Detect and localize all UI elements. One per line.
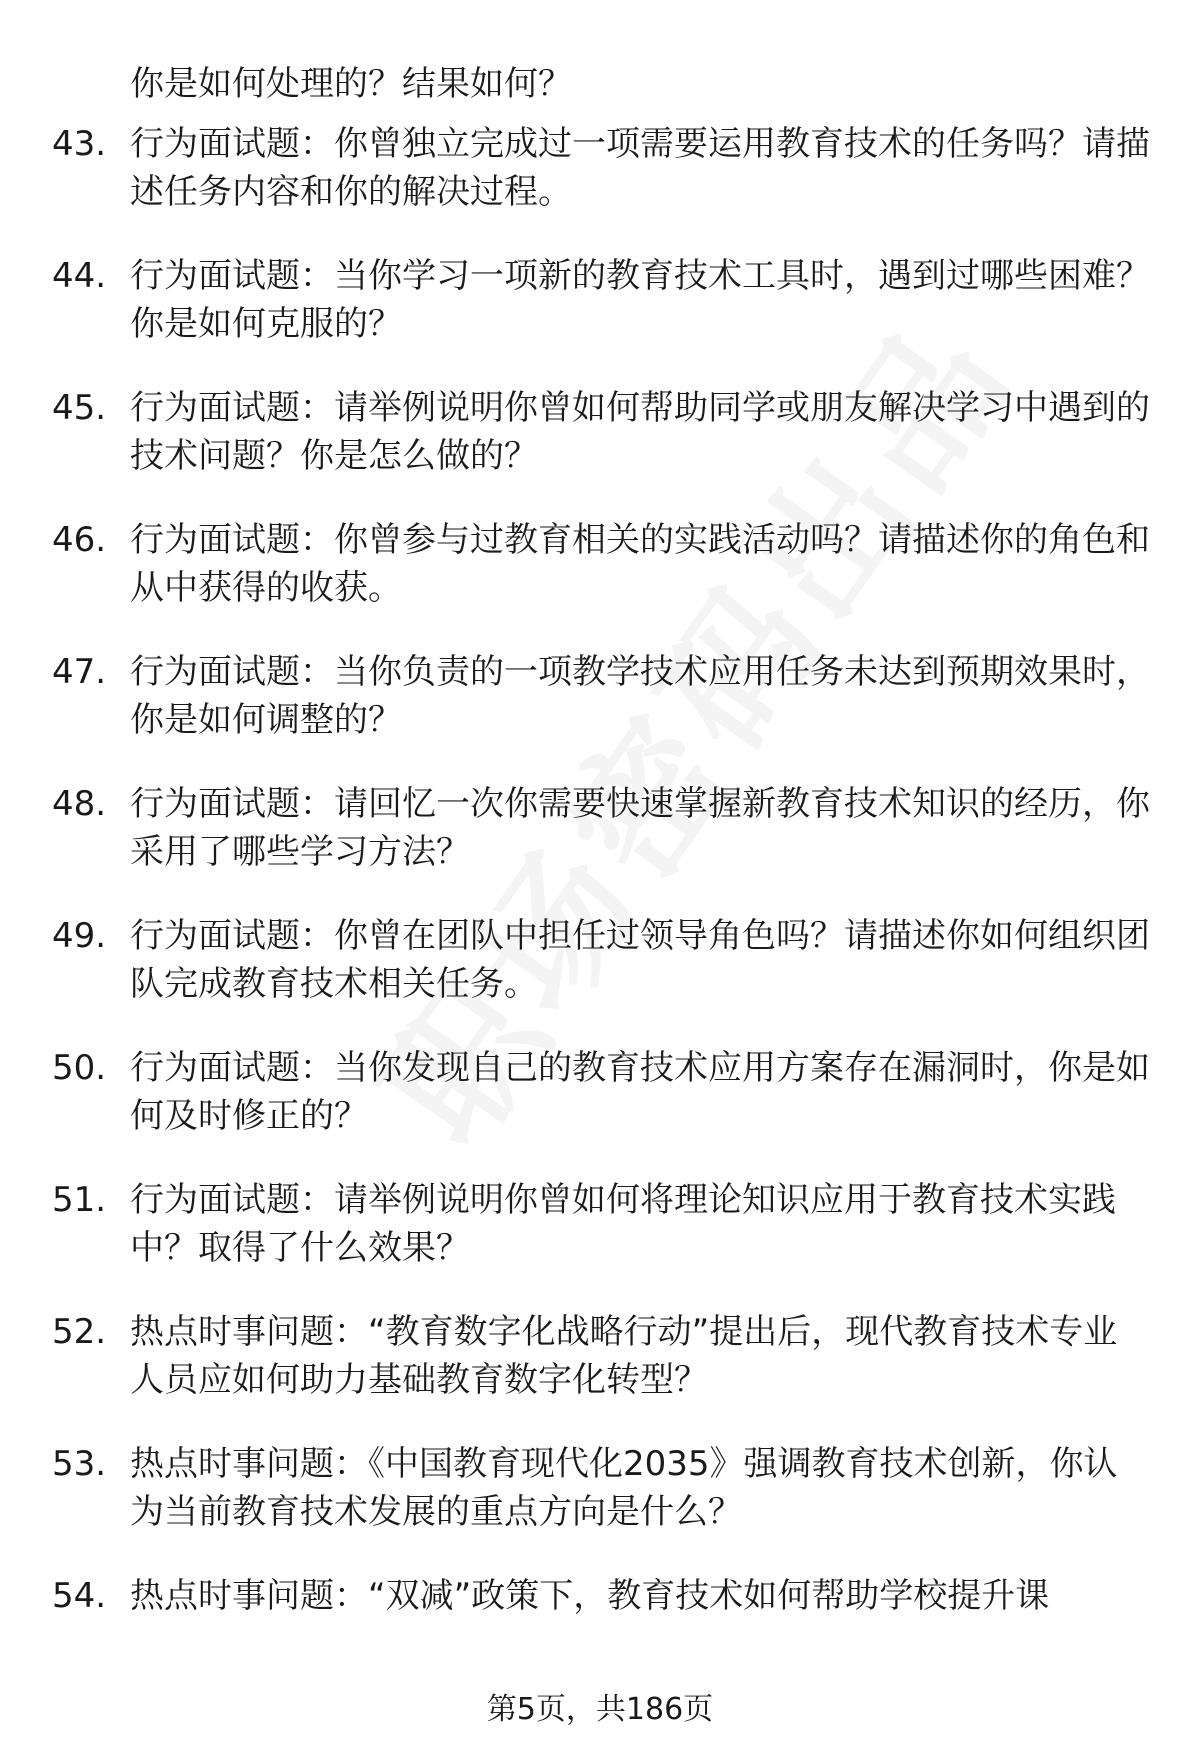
item-number: 44. [52, 256, 107, 296]
item-number: 54. [52, 1576, 107, 1616]
list-item [0, 1176, 1200, 1308]
list-item [0, 1572, 1200, 1704]
list-item [0, 1044, 1200, 1176]
page-footer: 第5页，共186页 [486, 1692, 714, 1727]
item-number: 46. [52, 520, 107, 560]
item-number: 45. [52, 388, 107, 428]
item-text: 行为面试题：你曾独立完成过一项需要运用教育技术的任务吗？请描述任务内容和你的解决过程。 [130, 124, 1150, 212]
list-item [0, 1440, 1200, 1572]
item-text: 行为面试题：当你学习一项新的教育技术工具时，遇到过哪些困难？你是如何克服的？ [130, 256, 1150, 344]
item-number: 47. [52, 652, 107, 692]
item-text: 行为面试题：你曾在团队中担任过领导角色吗？请描述你如何组织团队完成教育技术相关任务。 [130, 916, 1150, 1004]
item-text: 行为面试题：当你发现自己的教育技术应用方案存在漏洞时，你是如何及时修正的？ [130, 1048, 1150, 1136]
continuation-text: 你是如何处理的？结果如何？ [130, 64, 572, 104]
list-item [0, 516, 1200, 648]
item-text: 热点时事问题：“双减”政策下，教育技术如何帮助学校提升课 [130, 1576, 1050, 1616]
list-item [0, 120, 1200, 252]
item-text: 热点时事问题：“教育数字化战略行动”提出后，现代教育技术专业人员应如何助力基础教育数字化转型？ [130, 1312, 1118, 1400]
list-item [0, 384, 1200, 516]
item-text: 行为面试题：你曾参与过教育相关的实践活动吗？请描述你的角色和从中获得的收获。 [130, 520, 1150, 608]
list-item [0, 780, 1200, 912]
item-number: 50. [52, 1048, 107, 1088]
item-text: 热点时事问题：《中国教育现代化2035》强调教育技术创新，你认为当前教育技术发展的重点方向是什么？ [130, 1444, 1118, 1532]
item-number: 53. [52, 1444, 107, 1484]
item-text: 行为面试题：请举例说明你曾如何将理论知识应用于教育技术实践中？取得了什么效果？ [130, 1180, 1116, 1268]
item-number: 52. [52, 1312, 107, 1352]
list-item [0, 648, 1200, 780]
item-number: 51. [52, 1180, 107, 1220]
item-number: 48. [52, 784, 107, 824]
item-text: 行为面试题：请回忆一次你需要快速掌握新教育技术知识的经历，你采用了哪些学习方法？ [130, 784, 1150, 872]
item-number: 49. [52, 916, 107, 956]
question-list [0, 120, 1200, 1704]
item-number: 43. [52, 124, 107, 164]
item-text: 行为面试题：当你负责的一项教学技术应用任务未达到预期效果时，你是如何调整的？ [130, 652, 1150, 740]
list-item [0, 912, 1200, 1044]
list-item [0, 252, 1200, 384]
list-item [0, 1308, 1200, 1440]
item-text: 行为面试题：请举例说明你曾如何帮助同学或朋友解决学习中遇到的技术问题？你是怎么做的？ [130, 388, 1150, 476]
